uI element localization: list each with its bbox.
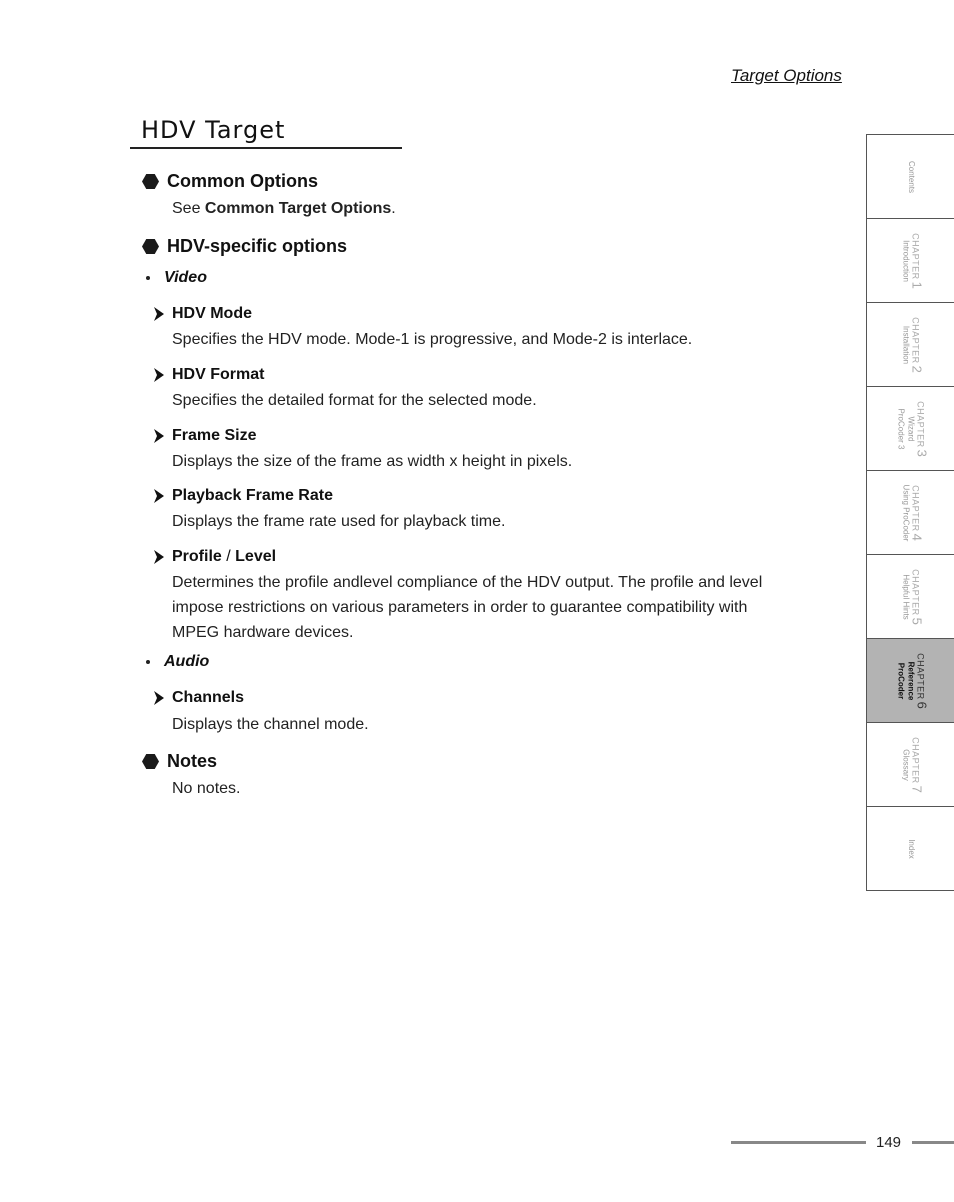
hdv-mode-desc: Specifies the HDV mode. Mode-1 is progressive, and Mode-2 is interlace. xyxy=(172,331,693,348)
item-title: Channels xyxy=(172,689,245,706)
chevron-right-icon xyxy=(152,549,166,565)
title-underline xyxy=(130,147,402,149)
item-title: Level xyxy=(235,548,277,565)
chevron-right-icon xyxy=(152,428,166,444)
tab-contents[interactable] xyxy=(866,135,954,219)
dot-bullet-icon xyxy=(146,276,150,280)
tab-index[interactable] xyxy=(866,807,954,891)
chapter-number: 2 xyxy=(909,365,924,373)
item-title: Frame Size xyxy=(172,427,257,444)
hdv-mode-item xyxy=(152,305,252,323)
chapter-label: CHAPTER xyxy=(910,316,920,364)
tab-chapter-4[interactable] xyxy=(866,471,954,555)
tab-chapter-2[interactable] xyxy=(866,303,954,387)
chapter-number: 3 xyxy=(914,449,929,457)
chevron-right-icon xyxy=(152,367,166,383)
audio-subheading xyxy=(146,653,209,671)
chapter-label: CHAPTER xyxy=(910,232,920,280)
chapter-tabs xyxy=(866,134,954,895)
chevron-right-icon xyxy=(152,690,166,706)
tab-title: Introduction xyxy=(901,239,910,282)
footer-rule-right xyxy=(912,1141,954,1144)
playback-frame-rate-item xyxy=(152,487,333,505)
chapter-label: CHAPTER xyxy=(915,652,925,700)
channels-desc: Displays the channel mode. xyxy=(172,716,369,733)
tab-title-line: Wizard xyxy=(906,416,915,441)
frame-size-item xyxy=(152,427,256,445)
title-separator: / xyxy=(226,548,231,565)
see-suffix: . xyxy=(391,200,396,217)
profile-level-desc-line: Determines the profile andlevel compliance of the HDV output. The profile and level xyxy=(172,574,763,591)
common-options-heading xyxy=(142,171,318,192)
chapter-number: 5 xyxy=(909,617,924,625)
profile-level-desc-line: MPEG hardware devices. xyxy=(172,624,354,641)
section-link[interactable]: Target Options xyxy=(731,66,842,85)
page-number: 149 xyxy=(876,1134,902,1151)
profile-level-desc-line: impose restrictions on various parameters in order to guarantee compatibility with xyxy=(172,599,748,616)
hexagon-bullet-icon xyxy=(142,754,159,769)
chapter-label: CHAPTER xyxy=(915,400,925,448)
chapter-number: 7 xyxy=(909,785,924,793)
see-prefix: See xyxy=(172,200,205,217)
hexagon-bullet-icon xyxy=(142,174,159,189)
tab-title-line: ProCoder 3 xyxy=(896,408,905,449)
page-title: HDV Target xyxy=(141,116,286,144)
frame-size-desc: Displays the size of the frame as width x height in pixels. xyxy=(172,453,573,470)
chapter-number: 1 xyxy=(909,281,924,289)
chapter-number: 4 xyxy=(909,533,924,541)
tab-title: Using ProCoder xyxy=(901,484,910,541)
chevron-right-icon xyxy=(152,488,166,504)
item-title: HDV Format xyxy=(172,366,265,383)
tab-chapter-5[interactable] xyxy=(866,555,954,639)
video-subheading xyxy=(146,269,207,287)
chapter-label: CHAPTER xyxy=(910,736,920,784)
video-label: Video xyxy=(164,269,207,286)
tab-chapter-3[interactable] xyxy=(866,387,954,471)
common-options-label: Common Options xyxy=(167,171,318,191)
item-title: HDV Mode xyxy=(172,305,252,322)
item-title: Profile xyxy=(172,548,222,565)
item-title: Playback Frame Rate xyxy=(172,487,333,504)
audio-label: Audio xyxy=(164,653,210,670)
notes-label: Notes xyxy=(167,751,218,771)
hdv-specific-heading xyxy=(142,236,347,257)
tab-chapter-1[interactable] xyxy=(866,219,954,303)
notes-body: No notes. xyxy=(172,780,241,797)
tab-title xyxy=(895,661,915,700)
tab-title: Helpful Hints xyxy=(901,573,910,620)
hdv-format-desc: Specifies the detailed format for the selected mode. xyxy=(172,392,537,409)
hdv-format-item xyxy=(152,366,264,384)
tab-chapter-6[interactable] xyxy=(866,639,954,723)
tab-title: Installation xyxy=(901,325,910,364)
chevron-right-icon xyxy=(152,306,166,322)
tab-title xyxy=(895,408,915,449)
common-options-see xyxy=(172,196,396,221)
tab-title: Contents xyxy=(906,160,916,193)
chapter-label: CHAPTER xyxy=(910,568,920,616)
tab-title-line: ProCoder xyxy=(896,662,905,699)
notes-heading xyxy=(142,751,217,772)
footer-rule-left xyxy=(731,1141,866,1144)
tab-title-line: Reference xyxy=(906,661,915,700)
chapter-number: 6 xyxy=(914,701,929,709)
hdv-specific-label: HDV-specific options xyxy=(167,236,348,256)
playback-frame-rate-desc: Displays the frame rate used for playback time. xyxy=(172,513,506,530)
profile-level-item xyxy=(152,548,276,566)
hexagon-bullet-icon xyxy=(142,239,159,254)
tab-title: Index xyxy=(906,838,916,859)
dot-bullet-icon xyxy=(146,660,150,664)
channels-item xyxy=(152,689,244,707)
chapter-label: CHAPTER xyxy=(910,484,920,532)
tab-chapter-7[interactable] xyxy=(866,723,954,807)
tab-title: Glossary xyxy=(901,748,910,781)
common-target-options-link[interactable]: Common Target Options xyxy=(204,200,392,217)
